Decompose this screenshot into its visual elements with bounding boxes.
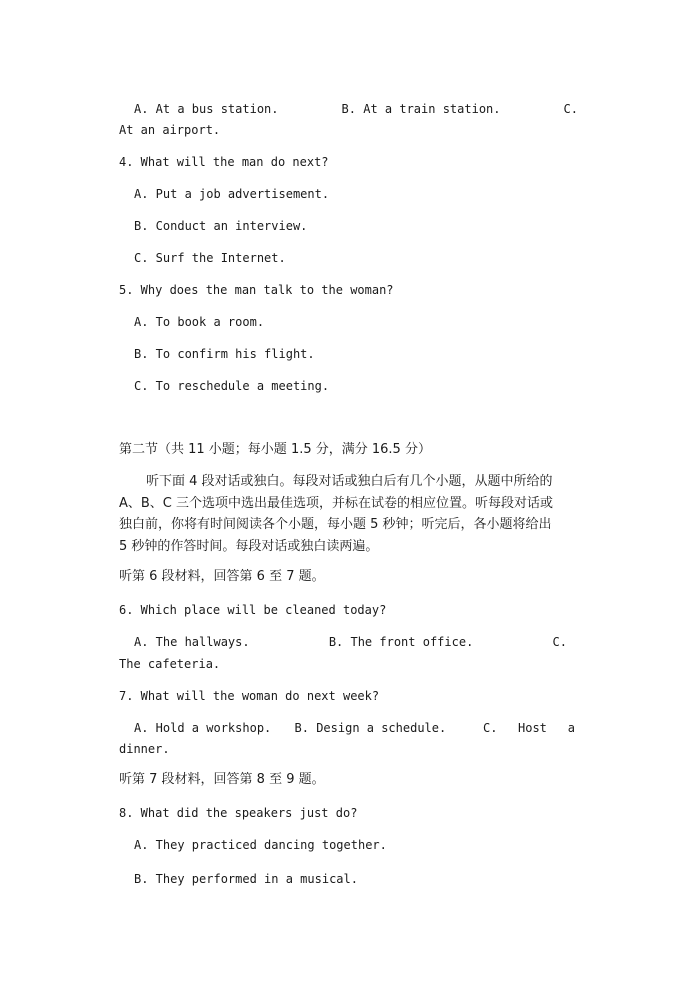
q7-option-c-word1: Host <box>518 721 547 735</box>
q6-option-b: B. The front office. <box>328 635 474 649</box>
q5-question: 5. Why does the man talk to the woman? <box>119 283 394 297</box>
q7-option-c-letter: C. <box>483 721 498 735</box>
q6-option-c-letter: C. <box>552 635 567 649</box>
q3-option-b: B. At a train station. <box>341 102 501 116</box>
q7-option-c-continued: dinner. <box>119 742 170 756</box>
q8-question: 8. What did the speakers just do? <box>119 806 358 820</box>
instruction-line-2: A、B、C 三个选项中选出最佳选项，并标在试卷的相应位置。听每段对话或 <box>119 495 554 511</box>
instruction-line-3: 独白前，你将有时间阅读各个小题，每小题 5 秒钟；听完后，各小题将给出 <box>119 517 552 532</box>
q3-options-row <box>134 99 578 119</box>
passage7-label: 听第 7 段材料，回答第 8 至 9 题。 <box>119 772 325 787</box>
q3-option-c-text: At an airport. <box>119 123 221 137</box>
q7-question: 7. What will the woman do next week? <box>119 689 380 703</box>
q7-options-row <box>134 718 575 738</box>
q4-question: 4. What will the man do next? <box>119 155 329 169</box>
q7-option-a: A. Hold a workshop. <box>134 721 272 735</box>
q5-option-b: B. To confirm his flight. <box>134 347 315 361</box>
instruction-line-4: 5 秒钟的作答时间。每段对话或独白读两遍。 <box>119 538 379 554</box>
q4-option-a: A. Put a job advertisement. <box>134 187 330 201</box>
q7-option-b: B. Design a schedule. <box>294 721 447 735</box>
q3-option-a: A. At a bus station. <box>134 102 279 116</box>
section2-instructions <box>119 471 579 557</box>
instruction-line-1: 听下面 4 段对话或独白。每段对话或独白后有几个小题，从题中所给的 <box>146 474 553 489</box>
q5-option-a: A. To book a room. <box>134 315 265 329</box>
q6-options-row <box>134 632 567 652</box>
passage6-label: 听第 6 段材料，回答第 6 至 7 题。 <box>119 569 325 584</box>
section2-heading: 第二节（共 11 小题；每小题 1.5 分，满分 16.5 分） <box>119 442 431 457</box>
q6-option-c-text: The cafeteria. <box>119 657 221 671</box>
q7-option-c-word2: a <box>567 721 575 735</box>
q3-option-c-letter: C. <box>563 102 578 116</box>
q6-question: 6. Which place will be cleaned today? <box>119 603 387 617</box>
q8-option-a: A. They practiced dancing together. <box>134 838 387 852</box>
q6-option-a: A. The hallways. <box>134 635 250 649</box>
q4-option-c: C. Surf the Internet. <box>134 251 286 265</box>
q4-option-b: B. Conduct an interview. <box>134 219 308 233</box>
q8-option-b: B. They performed in a musical. <box>134 872 358 886</box>
q5-option-c: C. To reschedule a meeting. <box>134 379 330 393</box>
